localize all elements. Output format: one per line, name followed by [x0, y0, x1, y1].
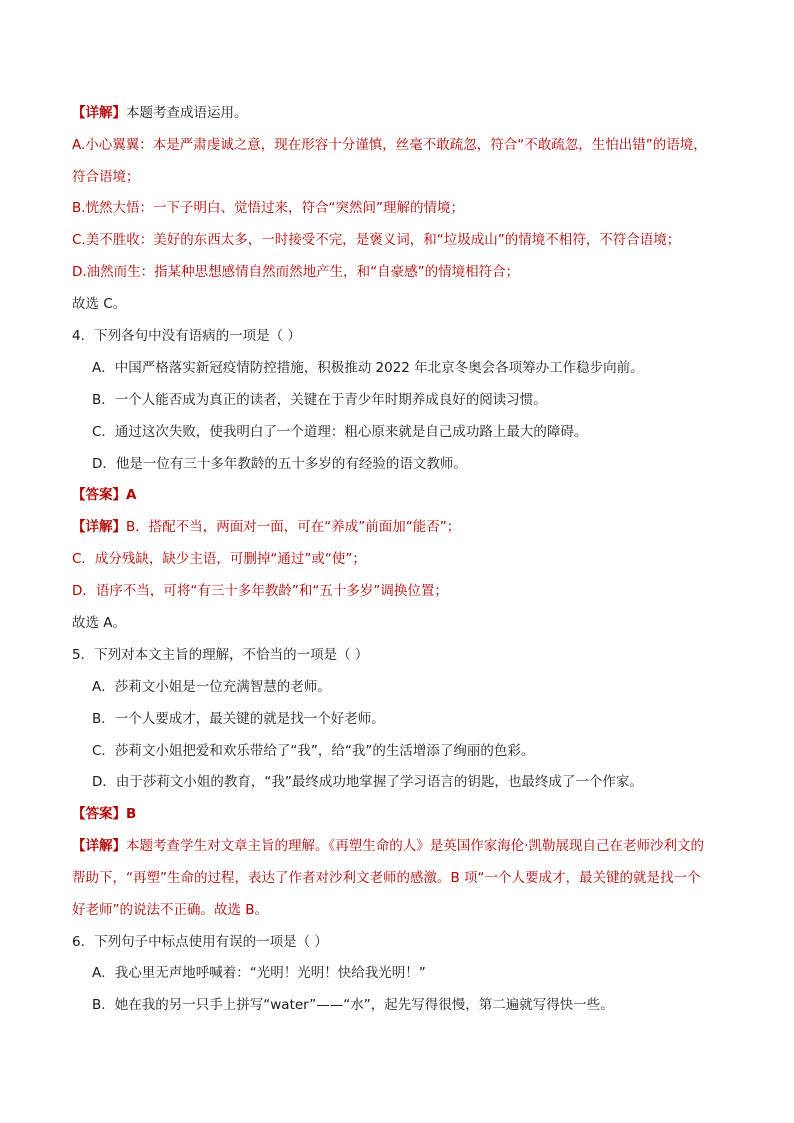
- q5-option-b: B．一个人要成才，最关键的就是找一个好老师。: [92, 711, 385, 727]
- q5-answer-line: [72, 805, 136, 823]
- q3-analysis-c: C.美不胜收：美好的东西太多，一时接受不完，是褒义词，和“垃圾成山”的情境不相符，不符合语境；: [72, 232, 681, 248]
- q3-analysis-d: D.油然而生：指某种思想感情自然而然地产生，和“自豪感”的情境相符合；: [72, 264, 520, 280]
- q3-analysis-a-line1: A.小心翼翼：本是严肃虔诚之意，现在形容十分谨慎，丝毫不敢疏忽，符合“不敢疏忽，生怕出错”的语境，: [72, 137, 707, 153]
- q6-stem: 6．下列句子中标点使用有误的一项是（ ）: [72, 934, 328, 950]
- analysis-intro: 本题考查成语运用。: [126, 105, 248, 121]
- q5-analysis-line1: [72, 837, 704, 855]
- q4-answer-line: [72, 486, 136, 504]
- analysis-tag: 【详解】: [72, 105, 126, 121]
- q4-option-b: B．一个人能否成为真正的读者，关键在于青少年时期养成良好的阅读习惯。: [92, 392, 547, 408]
- q4-conclusion: 故选 A。: [72, 615, 127, 631]
- analysis-tag: 【详解】: [72, 838, 126, 854]
- answer-tag: 【答案】: [72, 487, 126, 503]
- q4-analysis-c: C．成分残缺，缺少主语，可删掉“通过”或“使”；: [72, 551, 366, 567]
- answer-value: A: [126, 487, 137, 503]
- q4-option-a: A．中国严格落实新冠疫情防控措施，积极推动 2022 年北京冬奥会各项筹办工作稳步向前。: [92, 360, 644, 376]
- q5-option-d: D．由于莎莉文小姐的教育，“我”最终成功地掌握了学习语言的钥匙，也最终成了一个作家。: [92, 774, 643, 790]
- analysis-tag: 【详解】: [72, 519, 126, 535]
- q6-option-b: B．她在我的另一只手上拼写“water”——“水”，起先写得很慢，第二遍就写得快一些。: [92, 997, 614, 1013]
- q3-analysis-b: B.恍然大悟：一下子明白、觉悟过来，符合“突然间”理解的情境；: [72, 200, 465, 216]
- q6-option-a: A．我心里无声地呼喊着：“光明！光明！快给我光明！”: [92, 965, 426, 981]
- q3-analysis-a-line2: 符合语境；: [72, 169, 140, 185]
- q3-analysis-intro-line: [72, 104, 248, 122]
- analysis-text: 本题考查学生对文章主旨的理解。《再塑生命的人》是英国作家海伦·凯勒展现自己在老师沙利文的: [126, 838, 705, 854]
- q5-option-a: A．莎莉文小姐是一位充满智慧的老师。: [92, 679, 331, 695]
- q4-stem: 4．下列各句中没有语病的一项是（ ）: [72, 328, 301, 344]
- q4-option-c: C．通过这次失败，使我明白了一个道理：粗心原来就是自己成功路上最大的障碍。: [92, 424, 588, 440]
- q3-conclusion: 故选 C。: [72, 296, 127, 312]
- answer-value: B: [126, 806, 137, 822]
- q4-option-d: D．他是一位有三十多年教龄的五十多岁的有经验的语文教师。: [92, 456, 467, 472]
- q5-stem: 5．下列对本文主旨的理解，不恰当的一项是（ ）: [72, 647, 369, 663]
- analysis-b: B．搭配不当，两面对一面，可在“养成”前面加“能否”；: [126, 519, 461, 535]
- answer-tag: 【答案】: [72, 806, 126, 822]
- q4-analysis-b-line: [72, 518, 460, 536]
- q4-analysis-d: D．语序不当，可将“有三十多年教龄”和“五十多岁”调换位置；: [72, 583, 448, 599]
- q5-analysis-line2: 帮助下，“再塑”生命的过程，表达了作者对沙利文老师的感激。B 项“一个人要成才，最关键的就是找一个: [72, 870, 701, 886]
- q5-analysis-line3: 好老师”的说法不正确。故选 B。: [72, 902, 269, 918]
- q5-option-c: C．莎莉文小姐把爱和欢乐带给了“我”，给“我”的生活增添了绚丽的色彩。: [92, 743, 535, 759]
